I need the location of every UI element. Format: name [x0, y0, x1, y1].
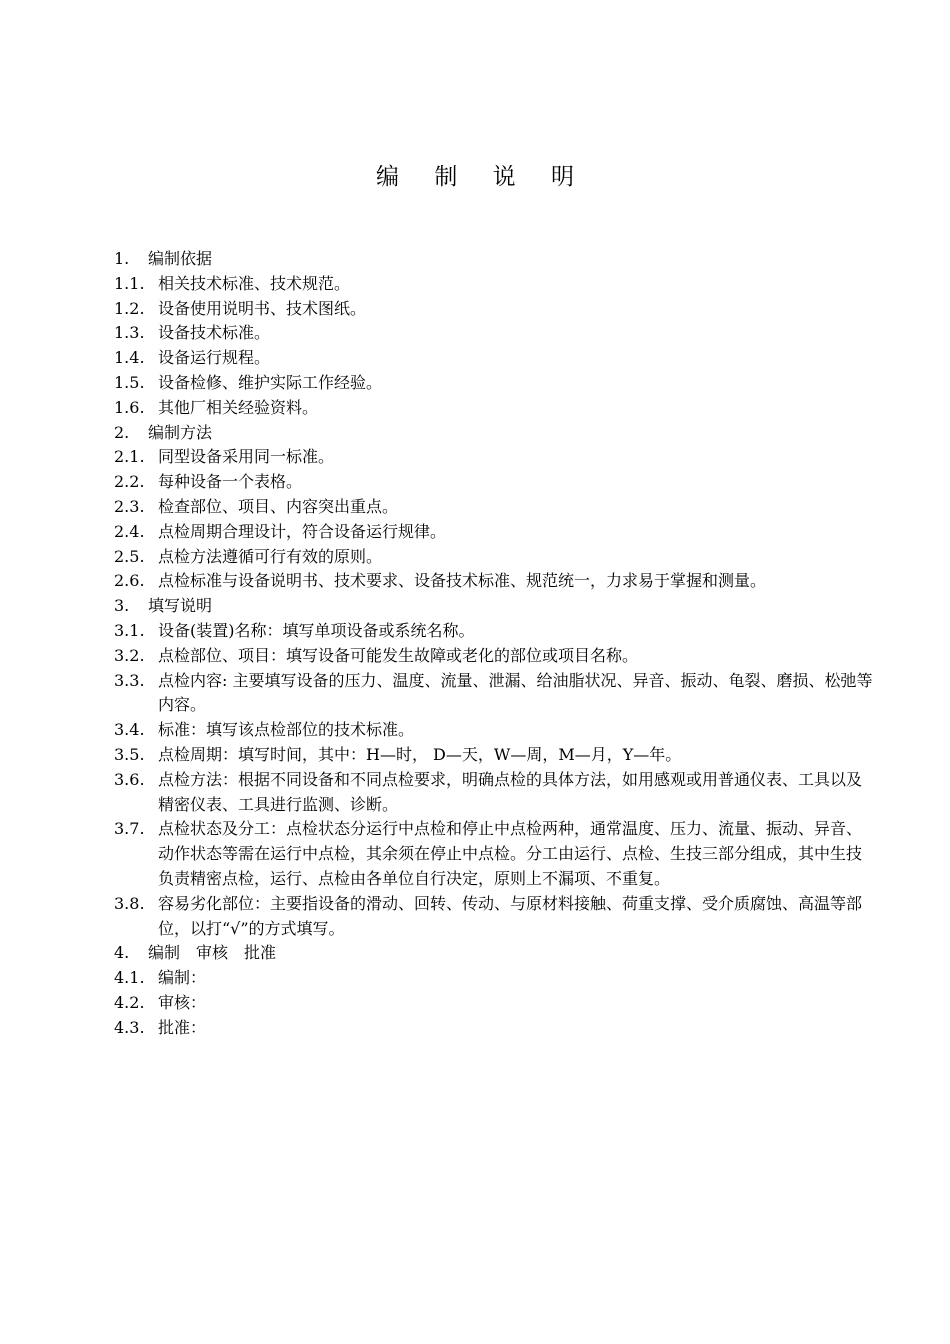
item-text: 检查部位、项目、内容突出重点。 — [158, 496, 399, 516]
item-number: 1.3. — [114, 323, 145, 343]
section-title: 填写说明 — [148, 596, 213, 616]
item-number: 4.2. — [114, 992, 145, 1012]
section-number: 2. — [114, 422, 130, 442]
item-text: 编制： — [158, 968, 207, 988]
item-number: 3.4. — [114, 720, 145, 740]
item-text: 点检周期合理设计，符合设备运行规律。 — [158, 521, 447, 541]
list-item — [114, 371, 874, 396]
item-text: 点检内容: 主要填写设备的压力、温度、流量、泄漏、给油脂状况、异音、振动、龟裂、磨损、松弛等内容。 — [158, 670, 873, 715]
list-item — [114, 644, 874, 669]
list-item — [114, 520, 874, 545]
section-number: 4. — [114, 943, 130, 963]
item-number: 3.5. — [114, 744, 145, 764]
list-item — [114, 966, 874, 991]
item-text: 设备运行规程。 — [158, 348, 271, 368]
list-item — [114, 297, 874, 322]
section-heading — [114, 941, 874, 966]
item-number: 2.6. — [114, 571, 145, 591]
item-text: 点检状态及分工：点检状态分运行中点检和停止中点检两种，通常温度、压力、流量、振动、异音、动作状态等需在运行中点检，其余须在停止中点检。分工由运行、点检、生技三部分组成，其中生技负责精密点检，运行、点检由各单位自行决定，原则上不漏项、不重复。 — [158, 819, 863, 888]
item-number: 2.1. — [114, 447, 145, 467]
page-title: 编 制 说 明 — [376, 164, 588, 190]
item-number: 2.5. — [114, 546, 145, 566]
item-number: 3.1. — [114, 620, 145, 640]
item-text: 设备技术标准。 — [158, 323, 271, 343]
item-number: 2.3. — [114, 496, 145, 516]
item-number: 1.5. — [114, 372, 145, 392]
list-item — [114, 470, 874, 495]
item-number: 3.6. — [114, 769, 145, 789]
section-heading — [114, 247, 874, 272]
list-item — [114, 743, 874, 768]
item-number: 3.7. — [114, 819, 145, 839]
item-text: 点检方法：根据不同设备和不同点检要求，明确点检的具体方法，如用感观或用普通仪表、工具以及精密仪表、工具进行监测、诊断。 — [158, 769, 863, 814]
document-body — [114, 247, 874, 1041]
section-title: 编制依据 — [148, 249, 213, 268]
item-number: 4.1. — [114, 968, 145, 988]
list-item — [114, 272, 874, 297]
list-item — [114, 817, 874, 891]
item-number: 1.1. — [114, 273, 145, 293]
list-item — [114, 1016, 874, 1041]
item-number: 3.3. — [114, 670, 145, 690]
section-number: 3. — [114, 596, 130, 616]
section-title: 编制 审核 批准 — [148, 943, 277, 963]
list-item — [114, 892, 874, 942]
section-heading — [114, 421, 874, 446]
item-number: 4.3. — [114, 1017, 145, 1037]
item-number: 2.2. — [114, 472, 145, 492]
item-text: 点检部位、项目：填写设备可能发生故障或老化的部位或项目名称。 — [158, 645, 639, 665]
list-item — [114, 495, 874, 520]
item-text: 设备检修、维护实际工作经验。 — [158, 372, 383, 392]
list-item — [114, 991, 874, 1016]
item-text: 点检标准与设备说明书、技术要求、设备技术标准、规范统一，力求易于掌握和测量。 — [158, 571, 767, 591]
item-number: 3.2. — [114, 645, 145, 665]
item-text: 点检方法遵循可行有效的原则。 — [158, 546, 383, 566]
list-item — [114, 545, 874, 570]
list-item — [114, 321, 874, 346]
item-text: 每种设备一个表格。 — [158, 472, 303, 492]
item-number: 1.6. — [114, 397, 145, 417]
section-number: 1. — [114, 249, 130, 268]
item-text: 点检周期：填写时间，其中：H—时， D—天，W—周，M—月，Y—年。 — [158, 744, 682, 764]
list-item — [114, 396, 874, 421]
item-text: 其他厂相关经验资料。 — [158, 397, 319, 417]
list-item — [114, 669, 874, 719]
item-text: 容易劣化部位：主要指设备的滑动、回转、传动、与原材料接触、荷重支撑、受介质腐蚀、高温等部位，以打“√”的方式填写。 — [158, 893, 863, 938]
section-title: 编制方法 — [148, 422, 213, 442]
item-text: 审核： — [158, 992, 207, 1012]
item-number: 3.8. — [114, 893, 145, 913]
item-number: 1.2. — [114, 298, 145, 318]
list-item — [114, 569, 874, 594]
section-heading — [114, 594, 874, 619]
list-item — [114, 768, 874, 818]
item-text: 同型设备采用同一标准。 — [158, 447, 335, 467]
item-text: 设备(装置)名称：填写单项设备或系统名称。 — [158, 620, 475, 640]
list-item — [114, 718, 874, 743]
list-item — [114, 346, 874, 371]
item-text: 批准： — [158, 1017, 207, 1037]
list-item — [114, 619, 874, 644]
item-text: 相关技术标准、技术规范。 — [158, 273, 351, 293]
item-text: 设备使用说明书、技术图纸。 — [158, 298, 367, 318]
item-text: 标准：填写该点检部位的技术标准。 — [158, 720, 415, 740]
list-item — [114, 445, 874, 470]
item-number: 1.4. — [114, 348, 145, 368]
item-number: 2.4. — [114, 521, 145, 541]
